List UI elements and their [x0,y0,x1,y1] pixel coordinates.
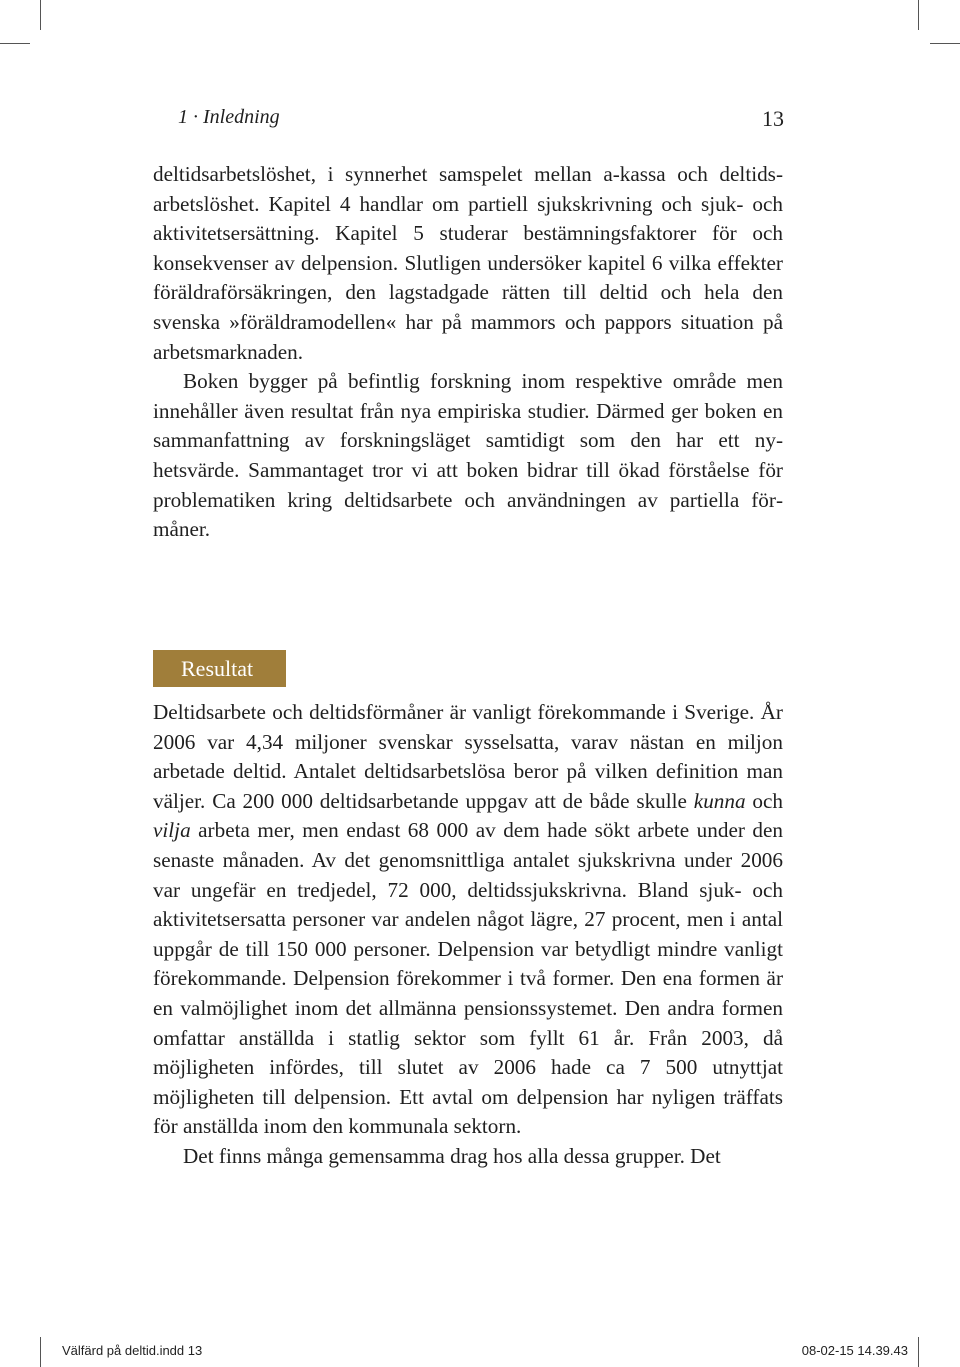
results-text-part: och [745,788,784,813]
crop-mark [40,1337,41,1367]
crop-mark [930,43,960,44]
results-text-part: Deltidsarbete och deltidsförmåner är vanligt förekommande i Sverige. År 2006 var 4,34 miljoner svenskar sysselsatta, varav nästan en miljon arbetade deltid. Antalet deltidsarbetslösa beror på vilken definition man väljer. Ca 200 000 deltidsarbetande uppgav att de både skulle [153,700,783,813]
results-text [153,698,783,1172]
intro-paragraph-1: deltidsarbetslöshet, i synnerhet samspelet mellan a-kassa och deltidsarbetslöshet. Kapitel 4 handlar om partiell sjukskrivning och sjuk- och aktivitetsersättning. Kapitel 5 studerar bestämningsfaktorer för och konsekvenser av delpension. Slutligen undersöker kapitel 6 vilka effekter föräldraförsäkringen, den lagstadgade rätten till deltid och hela den svenska »föräldramodellen« har på mammors och pappors situation på arbetsmarknaden. [153,162,783,364]
chapter-title: 1 · Inledning [178,106,280,128]
crop-mark [40,0,41,30]
crop-mark [918,1337,919,1367]
results-text-part: arbeta mer, men endast 68 000 av dem hade sökt arbete under den senaste månaden. Av det genomsnittliga antalet sjukskrivna under 2006 var ungefär en tredjedel, 72 000, deltidssjukskrivna. Bland sjuk- och aktivitetsersatta personer var andelen något lägre, 27 procent, men i antal uppgår de till 150 000 personer. Delpension var betydligt mindre vanligt förekommande. Delpension förekommer i två former. Den ena formen är en valmöjlighet inom det allmänna pensionssystemet. Den andra formen omfattar anställda i statlig sektor som fyllt 61 år. Från 2003, då möjligheten infördes, till slutet av 2006 hade ca 7 500 utnyttjat möjligheten till delpension. Ett avtal om delpension har nyligen träffats för anställda inom den kommunala sektorn. [153,818,783,1139]
slug-filename: Välfärd på deltid.indd 13 [62,1343,203,1358]
emphasis-kunna: kunna [693,788,746,813]
crop-mark [918,0,919,30]
page-number: 13 [762,106,784,131]
intro-paragraph-2: Boken bygger på befintlig forskning inom respektive område men innehåller även resultat från nya empiriska studier. Därmed ger boken en sammanfattning av forskningsläget samtidigt som den har ett nyhetsvärde. Sammantaget tror vi att boken bidrar till ökad förståelse för problematiken kring deltidsarbete och användningen av partiella förmåner. [153,369,783,542]
crop-mark [0,43,30,44]
results-paragraph-1 [153,698,783,1142]
results-paragraph-2: Det finns många gemensamma drag hos alla dessa grupper. Det [183,1143,721,1168]
slug-timestamp: 08-02-15 14.39.43 [801,1343,908,1358]
emphasis-vilja: vilja [153,818,191,843]
running-head [178,106,784,136]
section-heading-resultat: Resultat [153,650,286,687]
intro-text [153,160,783,545]
